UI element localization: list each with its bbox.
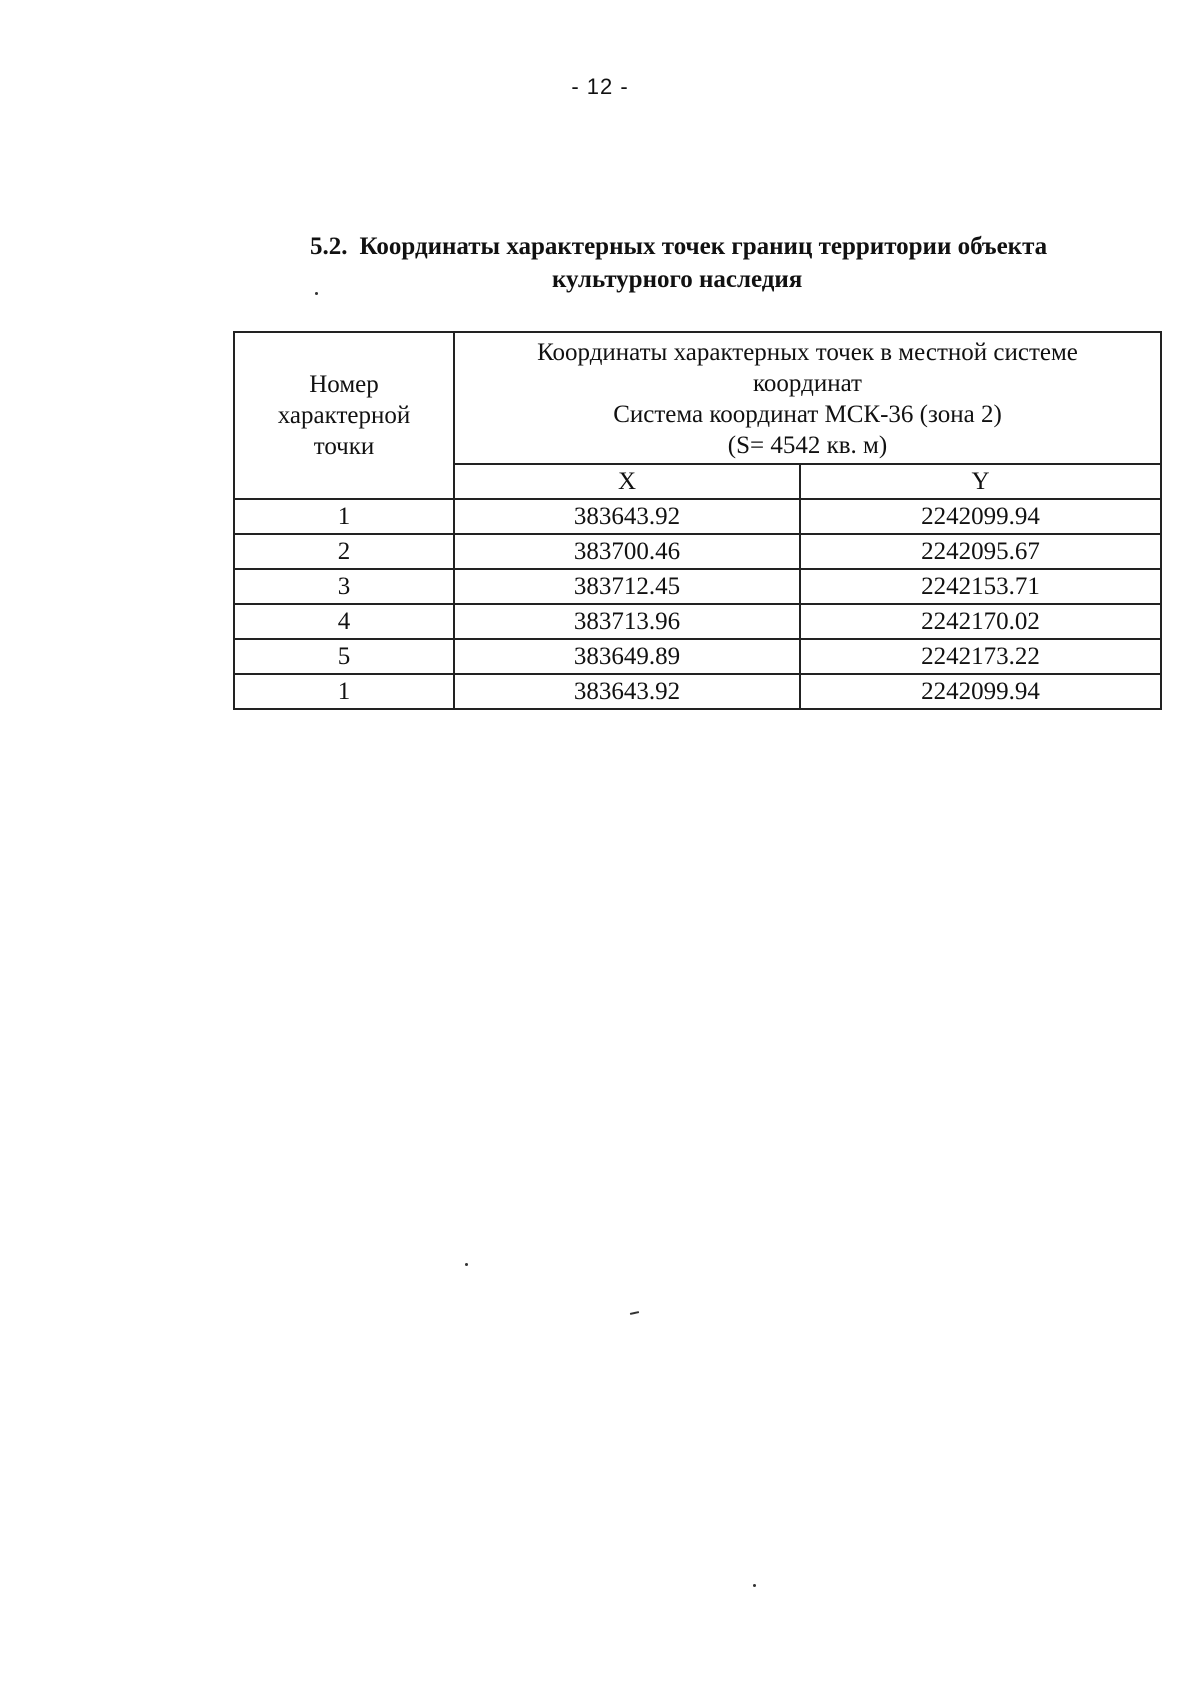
coordinates-header-line: Координаты характерных точек в местной системе bbox=[537, 339, 1078, 366]
coordinates-header-line: (S= 4542 кв. м) bbox=[727, 432, 888, 459]
y-coordinate-cell: 2242099.94 bbox=[800, 499, 1161, 534]
point-number-header-line: точки bbox=[313, 433, 375, 460]
y-coordinate-cell: 2242170.02 bbox=[800, 604, 1161, 639]
point-number-cell: 1 bbox=[234, 674, 454, 709]
table-row bbox=[234, 499, 1161, 534]
point-number-cell: 3 bbox=[234, 569, 454, 604]
section-heading bbox=[310, 230, 1160, 296]
section-heading-line1 bbox=[310, 230, 1160, 263]
scan-speck bbox=[315, 292, 318, 295]
scan-speck bbox=[630, 1311, 639, 1315]
coordinates-header-line: координат bbox=[753, 370, 862, 397]
page-number: - 12 - bbox=[571, 74, 629, 99]
x-column-header: X bbox=[454, 464, 800, 499]
x-coordinate-cell: 383649.89 bbox=[454, 639, 800, 674]
table-row bbox=[234, 674, 1161, 709]
y-coordinate-cell: 2242099.94 bbox=[800, 674, 1161, 709]
scan-speck bbox=[465, 1263, 468, 1266]
y-coordinate-cell: 2242153.71 bbox=[800, 569, 1161, 604]
point-number-cell: 2 bbox=[234, 534, 454, 569]
x-coordinate-cell: 383712.45 bbox=[454, 569, 800, 604]
x-coordinate-cell: 383643.92 bbox=[454, 674, 800, 709]
table-row bbox=[234, 534, 1161, 569]
y-column-header: Y bbox=[800, 464, 1161, 499]
section-number: 5.2. bbox=[310, 233, 348, 260]
point-number-header-line: Номер bbox=[309, 371, 379, 398]
point-number-cell: 1 bbox=[234, 499, 454, 534]
point-number-cell: 4 bbox=[234, 604, 454, 639]
table-row bbox=[234, 639, 1161, 674]
x-coordinate-cell: 383700.46 bbox=[454, 534, 800, 569]
table-header-row bbox=[234, 332, 1161, 464]
point-number-header-line: характерной bbox=[277, 402, 411, 429]
y-coordinate-cell: 2242173.22 bbox=[800, 639, 1161, 674]
scan-speck bbox=[753, 1584, 756, 1587]
coordinates-table bbox=[233, 331, 1162, 710]
coordinates-header bbox=[454, 332, 1161, 464]
coordinates-header-line: Система координат МСК-36 (зона 2) bbox=[613, 401, 1002, 428]
x-coordinate-cell: 383643.92 bbox=[454, 499, 800, 534]
y-coordinate-cell: 2242095.67 bbox=[800, 534, 1161, 569]
x-coordinate-cell: 383713.96 bbox=[454, 604, 800, 639]
table-row bbox=[234, 569, 1161, 604]
section-title-line1: Координаты характерных точек границ территории объекта bbox=[359, 233, 1048, 260]
section-title-line2: культурного наследия bbox=[552, 266, 803, 293]
table-row bbox=[234, 604, 1161, 639]
point-number-header bbox=[234, 332, 454, 499]
point-number-cell: 5 bbox=[234, 639, 454, 674]
